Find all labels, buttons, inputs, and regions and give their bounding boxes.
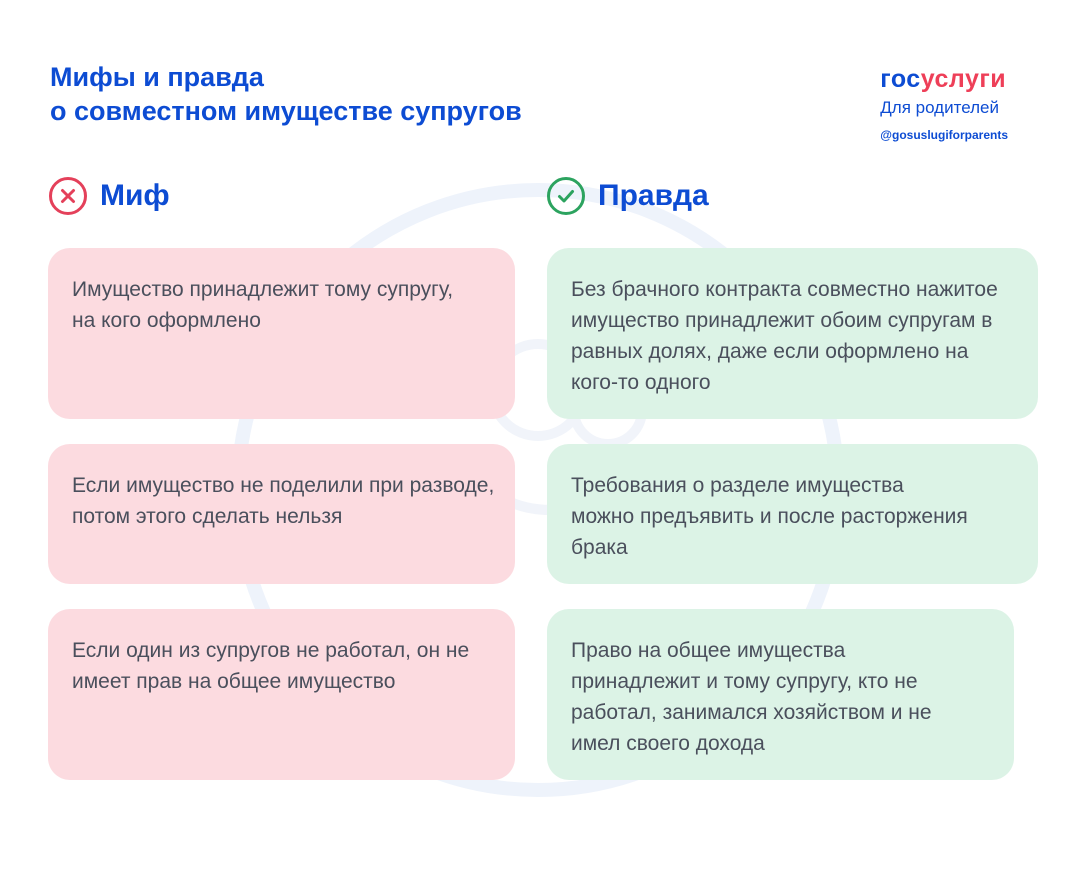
myth-card-3: Если один из супругов не работал, он не имеет прав на общее имущество — [48, 609, 515, 780]
truth-column-header — [546, 176, 709, 216]
social-handle: @gosuslugiforparents — [880, 128, 1008, 142]
myth-card-2: Если имущество не поделили при разводе, потом этого сделать нельзя — [48, 444, 515, 584]
check-circle-icon — [546, 176, 586, 216]
page-title — [50, 60, 522, 128]
logo-gos: гос — [880, 65, 921, 93]
truth-card-3: Право на общее имущества принадлежит и тому супругу, кто не работал, занимался хозяйством и не имел своего дохода — [547, 609, 1014, 780]
logo-subtitle: Для родителей — [880, 98, 999, 117]
myth-label: Миф — [100, 179, 170, 212]
logo-wordmark — [880, 64, 1008, 94]
gosuslugi-logo — [880, 64, 1008, 142]
cross-circle-icon — [48, 176, 88, 216]
page-title-line-1: Мифы и правда — [50, 62, 264, 92]
logo-uslugi: услуги — [920, 65, 1007, 93]
myth-card-1: Имущество принадлежит тому супругу, на кого оформлено — [48, 248, 515, 419]
page-title-line-2: о совместном имуществе супругов — [50, 96, 522, 126]
myth-column-header — [48, 176, 170, 216]
truth-label: Правда — [598, 179, 709, 212]
truth-card-2: Требования о разделе имущества можно предъявить и после расторжения брака — [547, 444, 1038, 584]
truth-card-1: Без брачного контракта совместно нажитое имущество принадлежит обоим супругам в равных долях, даже если оформлено на кого-то одного — [547, 248, 1038, 419]
